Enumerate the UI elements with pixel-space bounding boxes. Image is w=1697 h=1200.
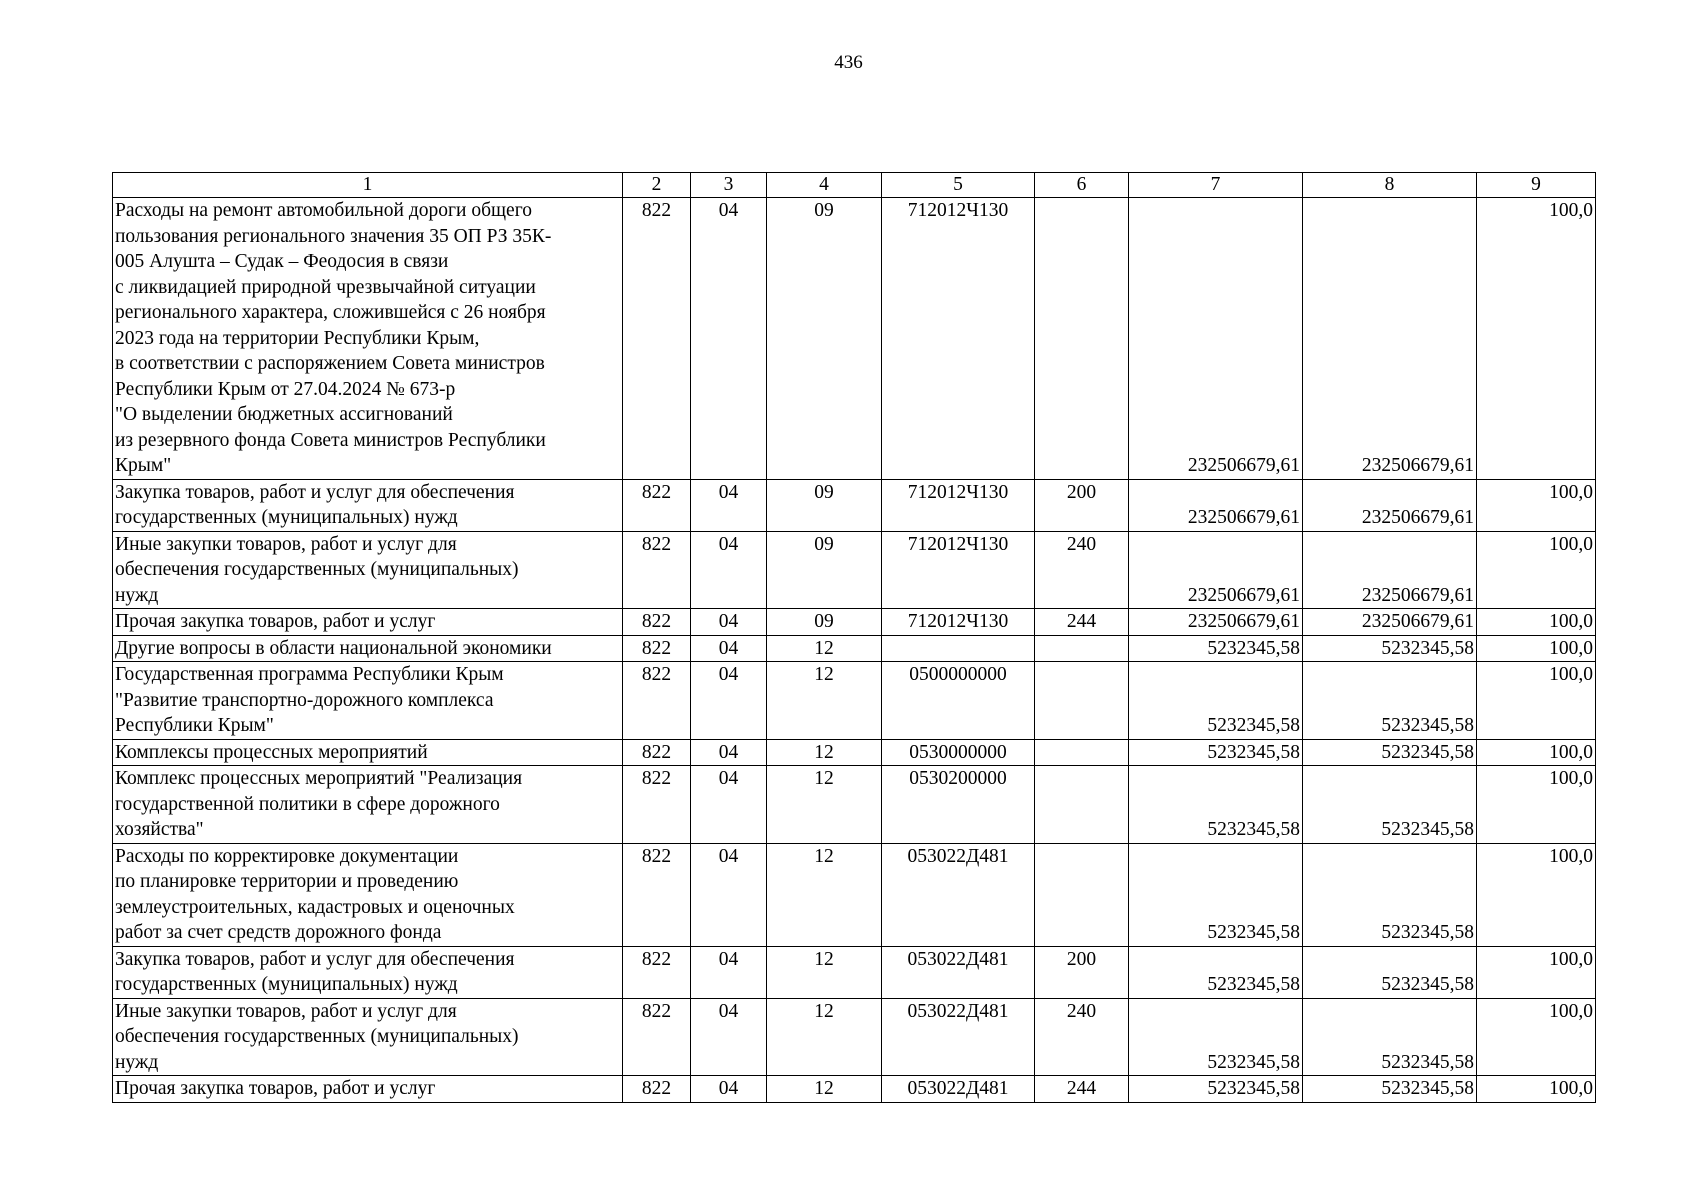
budget-table bbox=[112, 172, 1596, 1103]
subsection-code-cell: 12 bbox=[767, 998, 882, 1076]
subsection-code-cell: 12 bbox=[767, 739, 882, 766]
expense-type-cell: 200 bbox=[1035, 946, 1129, 998]
table-row bbox=[113, 739, 1596, 766]
expense-name-cell: Закупка товаров, работ и услуг для обеспечения государственных (муниципальных) нужд bbox=[113, 479, 623, 531]
executed-amount-cell: 5232345,58 bbox=[1303, 635, 1477, 662]
column-header: 4 bbox=[767, 173, 882, 198]
expense-name-cell: Комплекс процессных мероприятий "Реализация государственной политики в сфере дорожного хозяйства" bbox=[113, 766, 623, 844]
subsection-code-cell: 09 bbox=[767, 531, 882, 609]
ministry-code-cell: 822 bbox=[623, 635, 691, 662]
expense-type-cell bbox=[1035, 843, 1129, 946]
ministry-code-cell: 822 bbox=[623, 739, 691, 766]
target-article-cell: 0500000000 bbox=[882, 662, 1035, 740]
expense-name-cell: Комплексы процессных мероприятий bbox=[113, 739, 623, 766]
subsection-code-cell: 12 bbox=[767, 635, 882, 662]
subsection-code-cell: 12 bbox=[767, 1076, 882, 1103]
expense-name-cell: Другие вопросы в области национальной экономики bbox=[113, 635, 623, 662]
table-header-row bbox=[113, 173, 1596, 198]
executed-amount-cell: 232506679,61 bbox=[1303, 198, 1477, 480]
section-code-cell: 04 bbox=[691, 998, 767, 1076]
target-article-cell: 053022Д481 bbox=[882, 1076, 1035, 1103]
ministry-code-cell: 822 bbox=[623, 1076, 691, 1103]
column-header: 5 bbox=[882, 173, 1035, 198]
planned-amount-cell: 5232345,58 bbox=[1129, 766, 1303, 844]
planned-amount-cell: 232506679,61 bbox=[1129, 479, 1303, 531]
executed-amount-cell: 5232345,58 bbox=[1303, 843, 1477, 946]
column-header: 8 bbox=[1303, 173, 1477, 198]
expense-type-cell bbox=[1035, 635, 1129, 662]
planned-amount-cell: 232506679,61 bbox=[1129, 609, 1303, 636]
planned-amount-cell: 5232345,58 bbox=[1129, 843, 1303, 946]
expense-name-cell: Иные закупки товаров, работ и услуг для обеспечения государственных (муниципальных) нужд bbox=[113, 998, 623, 1076]
execution-percent-cell: 100,0 bbox=[1477, 198, 1596, 480]
planned-amount-cell: 232506679,61 bbox=[1129, 531, 1303, 609]
planned-amount-cell: 5232345,58 bbox=[1129, 662, 1303, 740]
ministry-code-cell: 822 bbox=[623, 662, 691, 740]
executed-amount-cell: 232506679,61 bbox=[1303, 609, 1477, 636]
subsection-code-cell: 09 bbox=[767, 198, 882, 480]
ministry-code-cell: 822 bbox=[623, 531, 691, 609]
subsection-code-cell: 09 bbox=[767, 479, 882, 531]
section-code-cell: 04 bbox=[691, 843, 767, 946]
planned-amount-cell: 5232345,58 bbox=[1129, 1076, 1303, 1103]
ministry-code-cell: 822 bbox=[623, 609, 691, 636]
target-article-cell: 053022Д481 bbox=[882, 998, 1035, 1076]
expense-type-cell bbox=[1035, 198, 1129, 480]
expense-name-cell: Расходы по корректировке документации по планировке территории и проведению землеустроительных, кадастровых и оценочных работ за счет средств дорожного фонда bbox=[113, 843, 623, 946]
ministry-code-cell: 822 bbox=[623, 766, 691, 844]
target-article-cell: 053022Д481 bbox=[882, 843, 1035, 946]
section-code-cell: 04 bbox=[691, 739, 767, 766]
ministry-code-cell: 822 bbox=[623, 479, 691, 531]
column-header: 1 bbox=[113, 173, 623, 198]
section-code-cell: 04 bbox=[691, 531, 767, 609]
expense-type-cell: 244 bbox=[1035, 1076, 1129, 1103]
table-row bbox=[113, 843, 1596, 946]
planned-amount-cell: 5232345,58 bbox=[1129, 635, 1303, 662]
target-article-cell: 712012Ч130 bbox=[882, 531, 1035, 609]
table-row bbox=[113, 998, 1596, 1076]
subsection-code-cell: 12 bbox=[767, 766, 882, 844]
table-row bbox=[113, 531, 1596, 609]
subsection-code-cell: 12 bbox=[767, 946, 882, 998]
planned-amount-cell: 232506679,61 bbox=[1129, 198, 1303, 480]
planned-amount-cell: 5232345,58 bbox=[1129, 946, 1303, 998]
ministry-code-cell: 822 bbox=[623, 843, 691, 946]
column-header: 7 bbox=[1129, 173, 1303, 198]
execution-percent-cell: 100,0 bbox=[1477, 635, 1596, 662]
section-code-cell: 04 bbox=[691, 766, 767, 844]
target-article-cell bbox=[882, 635, 1035, 662]
target-article-cell: 712012Ч130 bbox=[882, 609, 1035, 636]
section-code-cell: 04 bbox=[691, 1076, 767, 1103]
executed-amount-cell: 5232345,58 bbox=[1303, 662, 1477, 740]
table-row bbox=[113, 662, 1596, 740]
expense-type-cell: 240 bbox=[1035, 531, 1129, 609]
executed-amount-cell: 5232345,58 bbox=[1303, 1076, 1477, 1103]
expense-type-cell bbox=[1035, 766, 1129, 844]
execution-percent-cell: 100,0 bbox=[1477, 1076, 1596, 1103]
ministry-code-cell: 822 bbox=[623, 946, 691, 998]
executed-amount-cell: 232506679,61 bbox=[1303, 479, 1477, 531]
ministry-code-cell: 822 bbox=[623, 198, 691, 480]
execution-percent-cell: 100,0 bbox=[1477, 531, 1596, 609]
column-header: 3 bbox=[691, 173, 767, 198]
expense-name-cell: Прочая закупка товаров, работ и услуг bbox=[113, 609, 623, 636]
executed-amount-cell: 5232345,58 bbox=[1303, 946, 1477, 998]
section-code-cell: 04 bbox=[691, 198, 767, 480]
subsection-code-cell: 12 bbox=[767, 843, 882, 946]
expense-name-cell: Прочая закупка товаров, работ и услуг bbox=[113, 1076, 623, 1103]
column-header: 6 bbox=[1035, 173, 1129, 198]
execution-percent-cell: 100,0 bbox=[1477, 609, 1596, 636]
execution-percent-cell: 100,0 bbox=[1477, 479, 1596, 531]
column-header: 9 bbox=[1477, 173, 1596, 198]
expense-name-cell: Расходы на ремонт автомобильной дороги общего пользования регионального значения 35 ОП РЗ 35К- 005 Алушта – Судак – Феодосия в связи с ликвидацией природной чрезвычайной ситуации регионального характера, сложившейся с 26 ноября 2023 года на территории Республики Крым, в соответствии с распоряжением Совета министров Республики Крым от 27.04.2024 № 673-р "О выделении бюджетных ассигнований из резервного фонда Совета министров Республики Крым" bbox=[113, 198, 623, 480]
execution-percent-cell: 100,0 bbox=[1477, 766, 1596, 844]
expense-name-cell: Государственная программа Республики Крым "Развитие транспортно-дорожного комплекса Республики Крым" bbox=[113, 662, 623, 740]
expense-type-cell: 244 bbox=[1035, 609, 1129, 636]
executed-amount-cell: 5232345,58 bbox=[1303, 739, 1477, 766]
table-row bbox=[113, 635, 1596, 662]
executed-amount-cell: 232506679,61 bbox=[1303, 531, 1477, 609]
table-row bbox=[113, 1076, 1596, 1103]
table-body bbox=[113, 198, 1596, 1103]
planned-amount-cell: 5232345,58 bbox=[1129, 998, 1303, 1076]
target-article-cell: 0530000000 bbox=[882, 739, 1035, 766]
ministry-code-cell: 822 bbox=[623, 998, 691, 1076]
expense-type-cell bbox=[1035, 662, 1129, 740]
target-article-cell: 0530200000 bbox=[882, 766, 1035, 844]
table-row bbox=[113, 946, 1596, 998]
execution-percent-cell: 100,0 bbox=[1477, 998, 1596, 1076]
expense-type-cell: 240 bbox=[1035, 998, 1129, 1076]
expense-type-cell bbox=[1035, 739, 1129, 766]
executed-amount-cell: 5232345,58 bbox=[1303, 998, 1477, 1076]
subsection-code-cell: 12 bbox=[767, 662, 882, 740]
table-row bbox=[113, 198, 1596, 480]
section-code-cell: 04 bbox=[691, 609, 767, 636]
table-row bbox=[113, 766, 1596, 844]
subsection-code-cell: 09 bbox=[767, 609, 882, 636]
expense-name-cell: Иные закупки товаров, работ и услуг для обеспечения государственных (муниципальных) нужд bbox=[113, 531, 623, 609]
execution-percent-cell: 100,0 bbox=[1477, 946, 1596, 998]
target-article-cell: 053022Д481 bbox=[882, 946, 1035, 998]
column-header: 2 bbox=[623, 173, 691, 198]
section-code-cell: 04 bbox=[691, 946, 767, 998]
section-code-cell: 04 bbox=[691, 662, 767, 740]
target-article-cell: 712012Ч130 bbox=[882, 198, 1035, 480]
expense-name-cell: Закупка товаров, работ и услуг для обеспечения государственных (муниципальных) нужд bbox=[113, 946, 623, 998]
planned-amount-cell: 5232345,58 bbox=[1129, 739, 1303, 766]
target-article-cell: 712012Ч130 bbox=[882, 479, 1035, 531]
table-row bbox=[113, 479, 1596, 531]
execution-percent-cell: 100,0 bbox=[1477, 843, 1596, 946]
table-row bbox=[113, 609, 1596, 636]
section-code-cell: 04 bbox=[691, 479, 767, 531]
execution-percent-cell: 100,0 bbox=[1477, 739, 1596, 766]
executed-amount-cell: 5232345,58 bbox=[1303, 766, 1477, 844]
section-code-cell: 04 bbox=[691, 635, 767, 662]
expense-type-cell: 200 bbox=[1035, 479, 1129, 531]
page-number: 436 bbox=[834, 52, 863, 73]
execution-percent-cell: 100,0 bbox=[1477, 662, 1596, 740]
